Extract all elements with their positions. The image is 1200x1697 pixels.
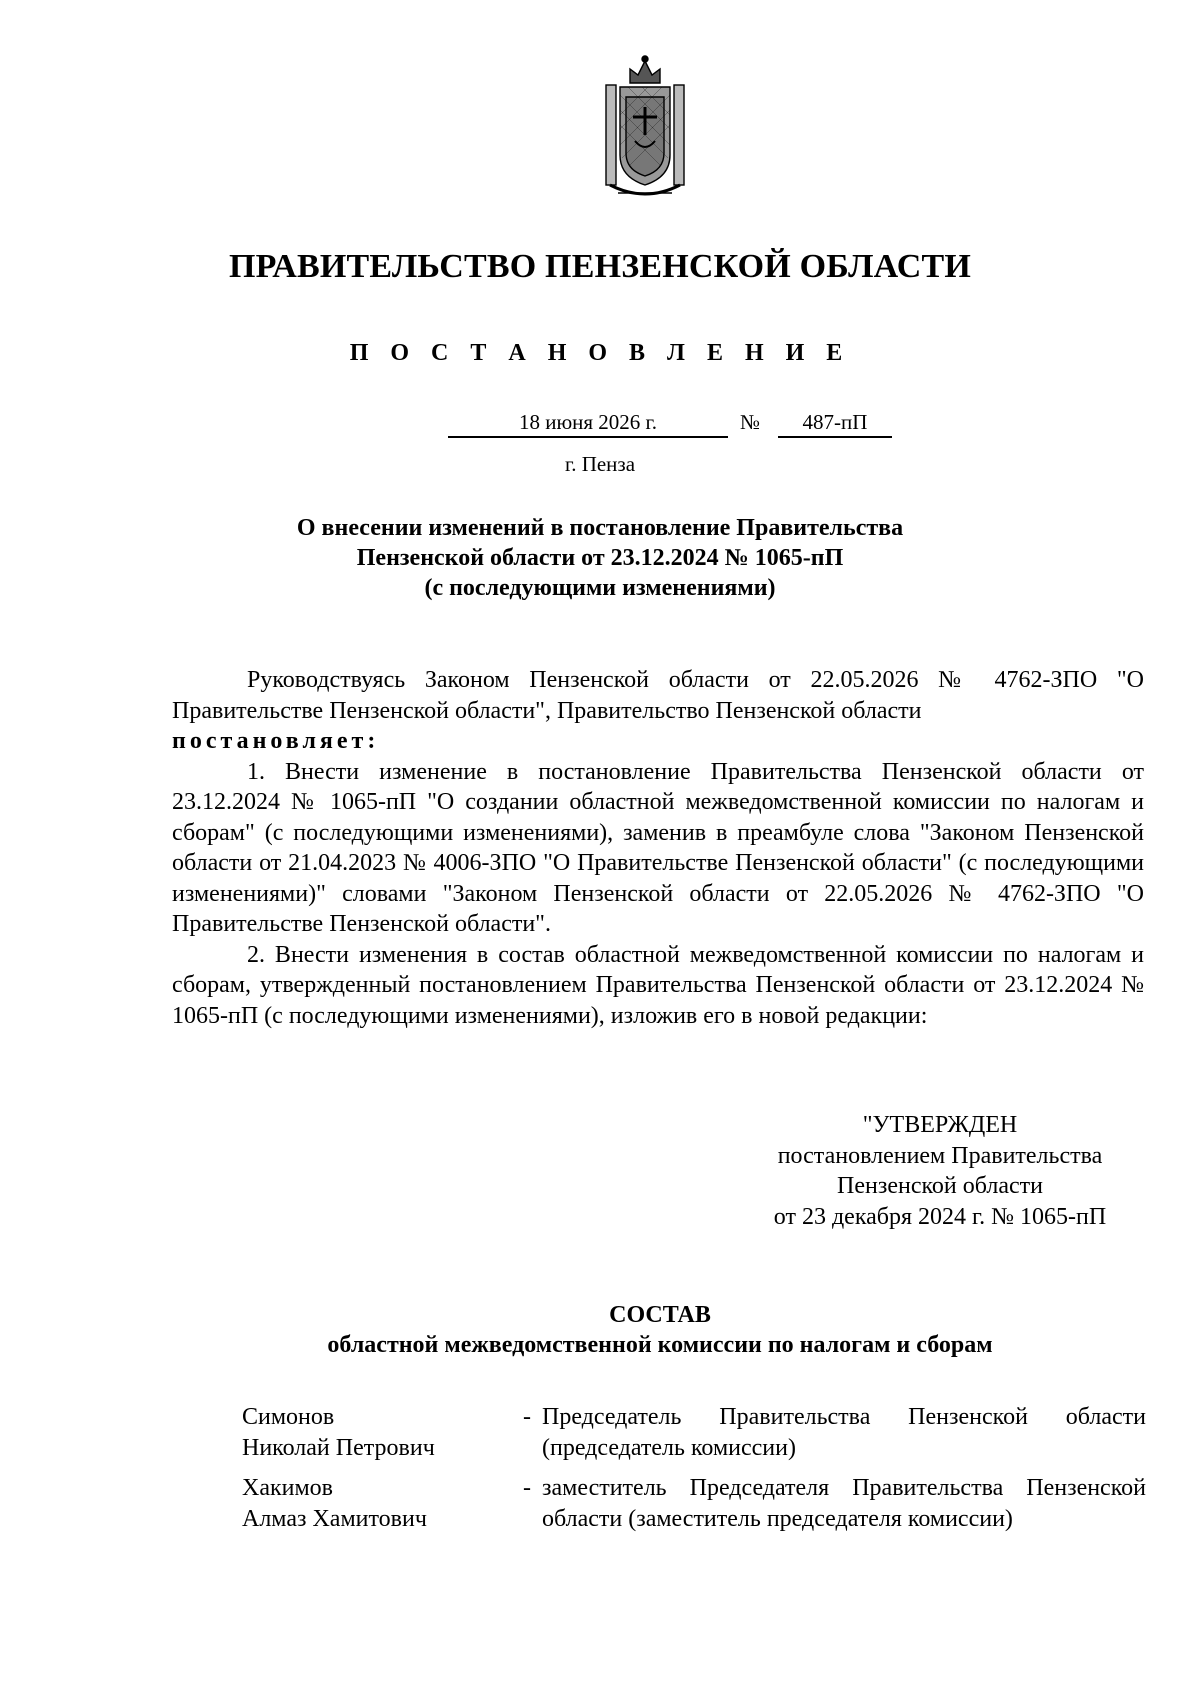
document-date: 18 июня 2026 г. — [448, 410, 728, 438]
approval-line-2: постановлением Правительства — [777, 1142, 1103, 1169]
list-item — [242, 1473, 1146, 1534]
approval-line-3: Пензенской области — [837, 1173, 1043, 1199]
government-title: ПРАВИТЕЛЬСТВО ПЕНЗЕНСКОЙ ОБЛАСТИ — [228, 248, 971, 285]
list-item — [242, 1402, 1146, 1463]
document-number: 487-пП — [778, 410, 892, 438]
city: г. Пенза — [564, 452, 636, 476]
member-surname: Симонов — [242, 1404, 335, 1430]
subject-line-2: Пензенской области от 23.12.2024 № 1065-пП — [356, 545, 844, 571]
item-2-paragraph: 2. Внести изменения в состав областной межведомственной комиссии по налогам и сборам, утвержденный постановлением Правительства Пензенской области от 23.12.2024 № 1065-пП (с последующими изменениями), изложив его в новой редакции: — [172, 941, 1144, 1029]
member-name — [242, 1402, 512, 1463]
number-sign: № — [740, 410, 761, 434]
coat-of-arms-emblem — [600, 55, 690, 205]
composition-title: СОСТАВ — [609, 1302, 711, 1328]
member-dash: - — [523, 1475, 531, 1501]
preamble-paragraph: Руководствуясь Законом Пензенской области от 22.05.2026 № 4762-ЗПО "О Правительстве Пензенской области", Правительство Пензенской области — [172, 667, 1144, 724]
resolution-word — [172, 726, 1144, 757]
member-surname: Хакимов — [242, 1475, 334, 1501]
document-subject — [0, 513, 1200, 603]
member-dash: - — [523, 1404, 531, 1430]
resolves-keyword: постановляет: — [172, 728, 380, 754]
composition-subtitle: областной межведомственной комиссии по налогам и сборам — [327, 1332, 993, 1358]
document-type: П О С Т А Н О В Л Е Н И Е — [349, 340, 851, 366]
member-given-names: Николай Петрович — [242, 1434, 435, 1461]
members-list — [242, 1402, 1146, 1544]
document-body — [172, 665, 1144, 1031]
composition-heading — [0, 1300, 1200, 1360]
item-1-paragraph: 1. Внести изменение в постановление Правительства Пензенской области от 23.12.2024 № 1065-пП "О создании областной межведомственной комиссии по налогам и сборам" (с последующими изменениями), заменив в преамбуле слова "Законом Пензенской области от 21.04.2023 № 4006-ЗПО "О Правительстве Пензенской области" (с последующими изменениями)" словами "Законом Пензенской области от 22.05.2026 № 4762-ЗПО "О Правительстве Пензенской области". — [172, 758, 1144, 937]
subject-line-3: (с последующими изменениями) — [424, 575, 776, 601]
approval-line-4: от 23 декабря 2024 г. № 1065-пП — [773, 1203, 1107, 1230]
member-given-names: Алмаз Хамитович — [242, 1505, 427, 1532]
approval-line-1: "УТВЕРЖДЕН — [862, 1112, 1018, 1138]
member-role: Председатель Правительства Пензенской области (председатель комиссии) — [542, 1404, 1146, 1461]
approval-stamp — [720, 1110, 1160, 1232]
member-name — [242, 1473, 512, 1534]
subject-line-1: О внесении изменений в постановление Правительства — [296, 515, 904, 541]
member-role: заместитель Председателя Правительства Пензенской области (заместитель председателя комиссии) — [542, 1475, 1146, 1532]
